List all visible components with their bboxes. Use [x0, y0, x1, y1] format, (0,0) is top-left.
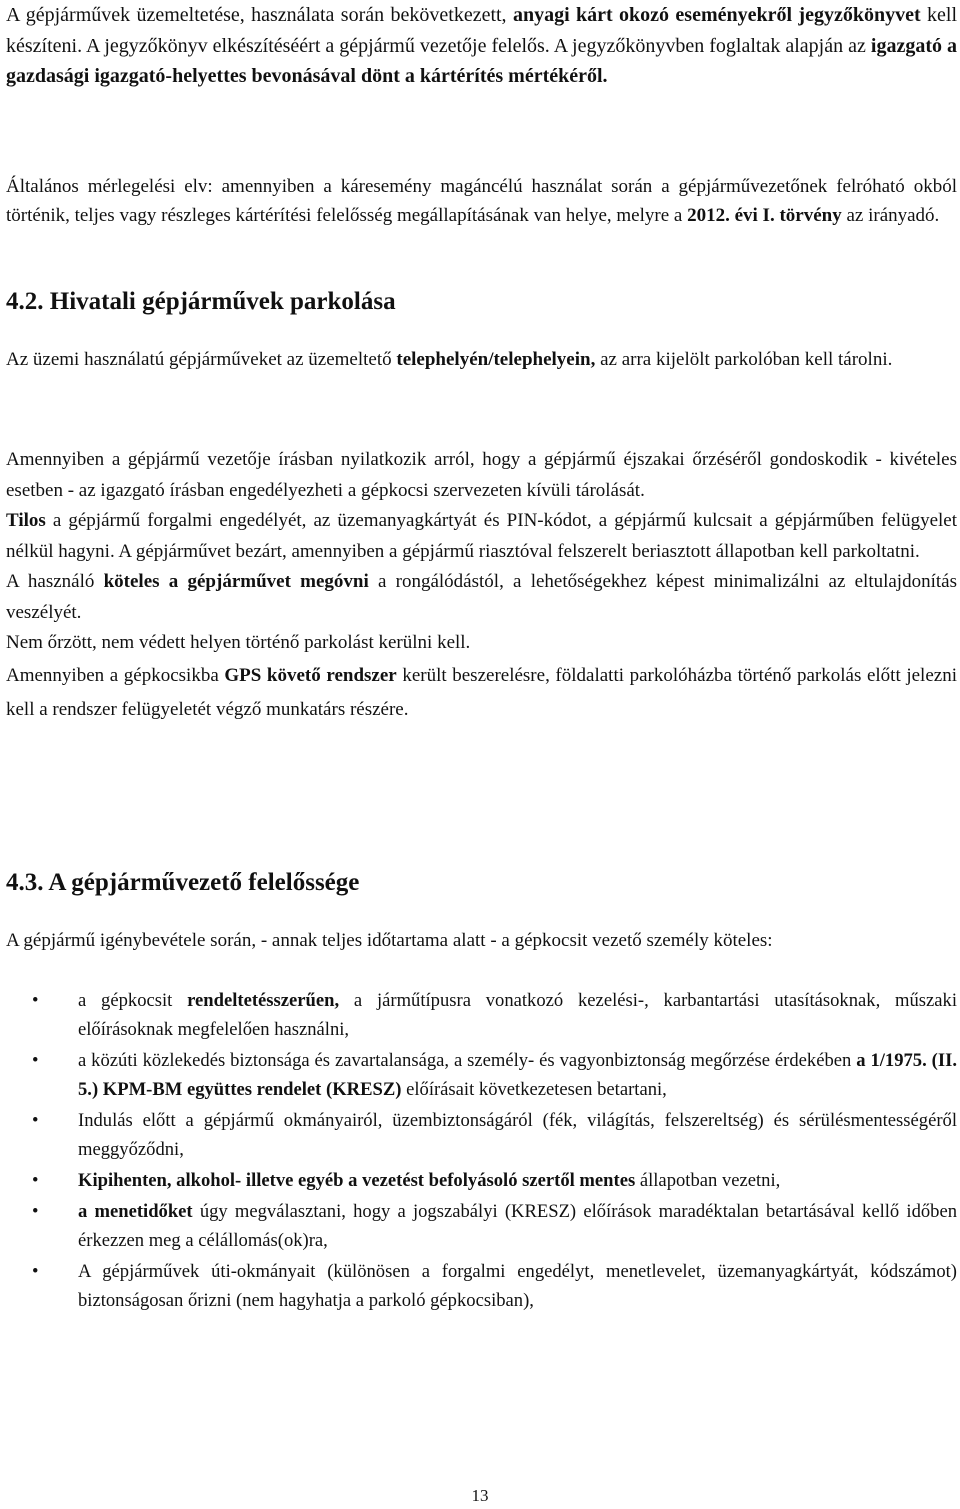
- bold-text-run: a 1/1975. (II. 5.) KPM-BM együttes rendelet (KRESZ): [78, 1050, 957, 1100]
- bullet-icon: •: [32, 990, 39, 1011]
- bullet-icon: •: [32, 1110, 39, 1131]
- parking-paragraph-1: [6, 345, 957, 374]
- bullet-icon: •: [32, 1170, 39, 1191]
- bold-text-run: Tilos: [6, 510, 46, 531]
- bullet-icon: •: [32, 1261, 39, 1282]
- text-run: a járműtípusra vonatkozó kezelési-, karbantartási utasításoknak, műszaki előírásoknak megfelelően használni,: [78, 990, 957, 1040]
- text-run: A gépjárművek úti-okmányait (különösen a forgalmi engedélyt, menetlevelet, üzemanyagkártyát, kódszámot) biztonságosan őrizni (nem hagyhatja a parkoló gépkocsiban),: [78, 1261, 957, 1311]
- page-number: 13: [471, 1486, 489, 1505]
- text-run: Az üzemi használatú gépjárműveket az üzemeltető: [6, 349, 397, 370]
- text-run: a gépjármű forgalmi engedélyét, az üzemanyagkártyát és PIN-kódot, a gépjármű kulcsait a gépjárműben felügyelet nélkül hagyni. A gépjárművet bezárt, amennyiben a gépjármű riasztóval felszerelt beriasztott állapotban kell parkoltatni.: [6, 510, 957, 562]
- text-run: az arra kijelölt parkolóban kell tárolni.: [595, 349, 893, 370]
- text-run: úgy megválasztani, hogy a jogszabályi (KRESZ) előírások maradéktalan betartásával kellő időben érkezzen meg a célállomás(ok)ra,: [78, 1201, 958, 1251]
- prohibition-paragraph: [6, 506, 957, 567]
- duty-list-item: [6, 1106, 957, 1164]
- bold-text-run: a menetidőket: [78, 1201, 193, 1222]
- text-run: állapotban vezetni,: [635, 1170, 781, 1191]
- bold-text-run: igazgató a gazdasági igazgató-helyettes bevonásával dönt a kártérítés mértékéről.: [6, 34, 957, 87]
- text-run: Általános mérlegelési elv: amennyiben a káresemény magáncélú használat során a gépjárművezetőnek felróható okból történik, teljes vagy részleges kártérítési felelősség megállapításának van helye, melyre a: [6, 176, 957, 226]
- text-run: Indulás előtt a gépjármű okmányairól, üzembiztonságáról (fék, világítás, felszereltség) és sérülésmentességéről meggyőződni,: [78, 1110, 957, 1160]
- bold-text-run: GPS követő rendszer: [224, 664, 397, 686]
- night-storage-paragraph: [6, 445, 957, 506]
- bold-text-run: rendeltetésszerűen,: [187, 990, 340, 1011]
- gps-tracking-paragraph: [6, 659, 957, 727]
- text-run: a közúti közlekedés biztonsága és zavartalansága, a személy- és vagyonbiztonság megőrzése érdekében: [78, 1050, 857, 1071]
- duty-list-item: [6, 1166, 957, 1195]
- section-heading-4-3: 4.3. A gépjárművezető felelőssége: [6, 869, 360, 896]
- bullet-icon: •: [32, 1050, 39, 1071]
- text-run: előírásait következetesen betartani,: [401, 1079, 667, 1100]
- text-run: kell készíteni. A jegyzőkönyv elkészítéséért a gépjármű vezetője felelős. A jegyzőkönyvben foglaltak alapján az: [6, 4, 958, 57]
- bold-text-run: 2012. évi I. törvény: [687, 205, 842, 226]
- text-run: Amennyiben a gépjármű vezetője írásban nyilatkozik arról, hogy a gépjármű éjszakai őrzéséről gondoskodik - kivételes esetben - az igazgató írásban engedélyezheti a gépkocsi szervezeten kívüli tárolását.: [6, 449, 957, 501]
- text-run: Amennyiben a gépkocsikba: [6, 664, 225, 686]
- bold-text-run: telephelyén/telephelyein,: [396, 349, 596, 370]
- text-run: A gépjárművek üzemeltetése, használata során bekövetkezett,: [6, 4, 513, 26]
- text-run: Nem őrzött, nem védett helyen történő parkolást kerülni kell.: [6, 632, 471, 653]
- evaluation-principle-paragraph: [6, 172, 957, 230]
- bold-text-run: anyagi kárt okozó eseményekről jegyzőkönyvet: [512, 4, 921, 26]
- text-run: A használó: [6, 571, 104, 592]
- duty-list-item: [6, 1197, 957, 1255]
- protection-duty-paragraph: [6, 567, 957, 628]
- duty-list-item: [6, 1046, 957, 1104]
- damage-report-paragraph: [6, 0, 957, 92]
- bullet-icon: •: [32, 1201, 39, 1222]
- section-heading-4-2: 4.2. Hivatali gépjárművek parkolása: [6, 288, 396, 315]
- text-run: került beszerelésre, földalatti parkolóházba történő parkolás előtt jelezni kell a rendszer felügyeletét végző munkatárs részére.: [6, 664, 957, 720]
- duty-list-item: [6, 1257, 957, 1315]
- driver-duties-list: [6, 986, 957, 1317]
- text-run: az irányadó.: [841, 205, 940, 226]
- text-run: a gépkocsit: [78, 990, 188, 1011]
- text-run: a rongálódástól, a lehetőségekhez képest minimalizálni az eltulajdonítás veszélyét.: [6, 571, 957, 623]
- duty-list-item: [6, 986, 957, 1044]
- bold-text-run: Kipihenten, alkohol- illetve egyéb a vezetést befolyásoló szertől mentes: [78, 1170, 636, 1191]
- duties-intro-paragraph: A gépjármű igénybevétele során, - annak teljes időtartama alatt - a gépkocsit vezető személy köteles:: [6, 930, 773, 951]
- bold-text-run: köteles a gépjárművet megóvni: [103, 571, 369, 592]
- parking-section-body: [6, 445, 957, 727]
- unguarded-parking-paragraph: [6, 628, 957, 659]
